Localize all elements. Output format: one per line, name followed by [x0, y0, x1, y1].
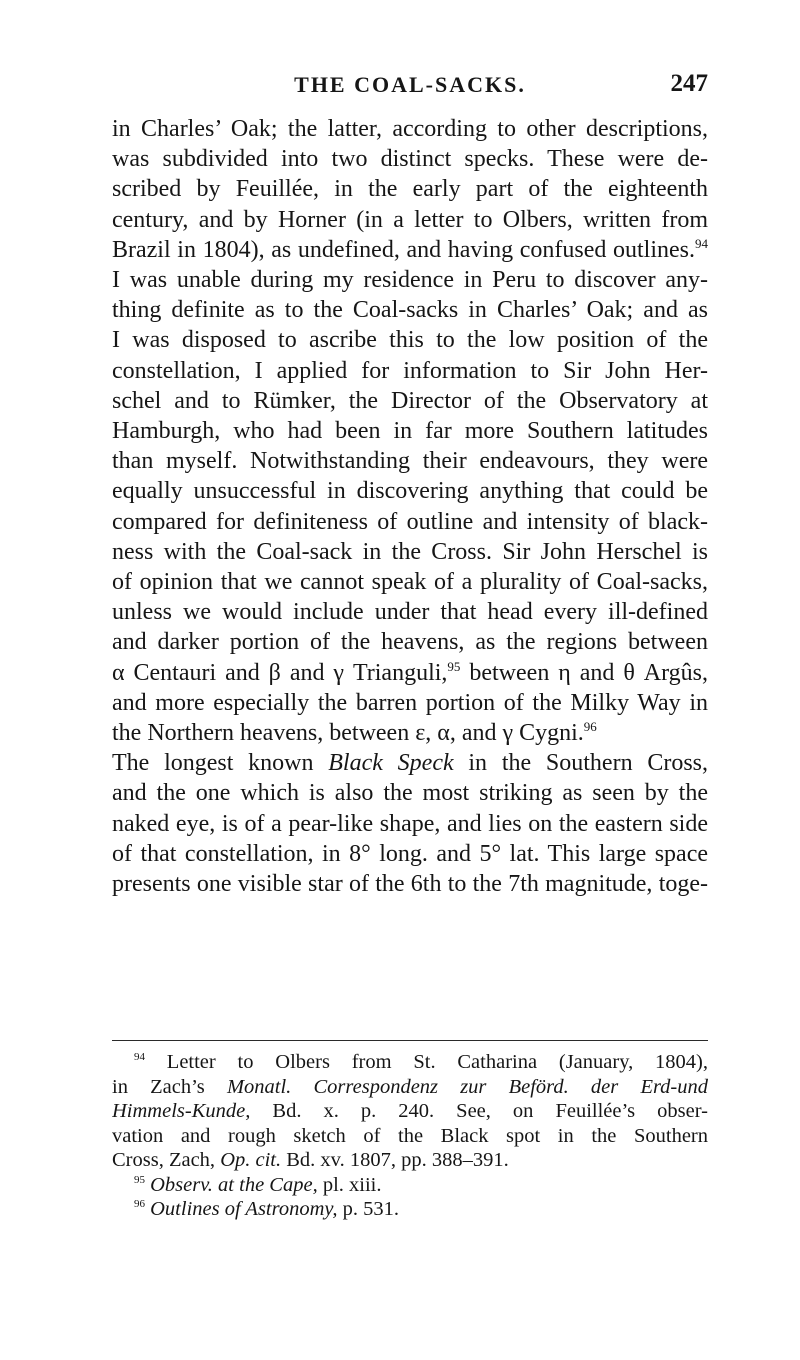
text-line: scribed by Feuillée, in the early part of the eighteenth — [112, 176, 708, 203]
text-line: compared for definiteness of outline and intensity of black- — [112, 508, 708, 535]
footnote-94-line — [112, 1075, 708, 1100]
footnote-mark: 95 — [134, 1173, 145, 1186]
footnote-text: p. 531. — [342, 1198, 399, 1220]
footnote-95 — [112, 1173, 708, 1198]
text-line: I was disposed to ascribe this to the low position of the — [112, 327, 708, 354]
text-line: constellation, I applied for information to Sir John Her- — [112, 357, 708, 384]
footnote-italic: Op. cit. — [220, 1149, 282, 1171]
footnote-94-line: vation and rough sketch of the Black spot in the Southern — [112, 1124, 708, 1147]
footnote-text: Bd. x. p. 240. See, on Feuillée’s obser- — [272, 1100, 708, 1122]
footnote-ref: 94 — [695, 235, 708, 251]
footnote-mark: 94 — [134, 1051, 145, 1063]
text-line: thing definite as to the Coal-sacks in Charles’ Oak; and as — [112, 297, 708, 324]
running-head — [112, 72, 708, 102]
text-line: Hamburgh, who had been in far more Southern latitudes — [112, 418, 708, 445]
text-line: I was unable during my residence in Peru to discover any- — [112, 267, 708, 294]
text-line: of opinion that we cannot speak of a plurality of Coal-sacks, — [112, 569, 708, 596]
footnote-94 — [112, 1050, 708, 1075]
footnote-italic: Outlines of Astronomy, — [150, 1198, 338, 1220]
text-line — [112, 748, 708, 778]
body-text — [112, 114, 708, 899]
text-line: unless we would include under that head every ill-defined — [112, 599, 708, 626]
text-line: of that constellation, in 8° long. and 5° lat. This large space — [112, 840, 708, 867]
text-line: schel and to Rümker, the Director of the Observatory at — [112, 387, 708, 414]
text-segment: between η and θ Argûs, — [469, 659, 708, 686]
text-line: naked eye, is of a pear-like shape, and lies on the eastern side — [112, 810, 708, 837]
text-line: than myself. Notwithstanding their endeavours, they were — [112, 448, 708, 475]
text-line — [112, 718, 708, 748]
text-line: in Charles’ Oak; the latter, according to other descriptions, — [112, 116, 708, 142]
footnote-text: pl. xiii. — [322, 1173, 382, 1196]
italic-term: Black Speck — [328, 750, 454, 777]
text-line: century, and by Horner (in a letter to Olbers, written from — [112, 206, 708, 233]
footnotes — [112, 1050, 708, 1222]
footnote-italic: Himmels-Kunde, — [112, 1100, 251, 1122]
text-line: and the one which is also the most striking as seen by the — [112, 780, 708, 807]
text-line — [112, 235, 708, 265]
footnote-italic: Monatl. Correspondenz zur Beförd. der Erd-und — [226, 1075, 708, 1098]
text-line: and more especially the barren portion of the Milky Way in — [112, 689, 708, 716]
text-segment: α Centauri and β and γ Trianguli, — [112, 659, 448, 686]
text-segment: in the Southern Cross, — [468, 750, 708, 777]
footnote-96 — [112, 1197, 708, 1222]
footnote-mark: 96 — [134, 1198, 145, 1210]
footnote-text: Bd. xv. 1807, pp. 388–391. — [286, 1149, 509, 1171]
text-segment: The longest known — [112, 750, 314, 777]
footnote-94-line — [112, 1099, 708, 1124]
footnote-94-line — [112, 1148, 708, 1173]
text-line: presents one visible star of the 6th to the 7th magnitude, toge- — [112, 871, 708, 898]
text-segment: the Northern heavens, between ε, α, and γ Cygni. — [112, 720, 584, 747]
footnote-text: Cross, Zach, — [112, 1149, 216, 1171]
footnote-ref: 95 — [447, 658, 461, 674]
page-number: 247 — [670, 70, 708, 97]
footnote-ref: 96 — [583, 719, 597, 735]
text-line: was subdivided into two distinct specks. These were de- — [112, 146, 708, 173]
footnote-italic: Observ. at the Cape, — [150, 1173, 318, 1196]
text-line: and darker portion of the heavens, as the regions between — [112, 629, 708, 656]
footnote-text: in Zach’s — [112, 1075, 205, 1098]
text-line: ness with the Coal-sack in the Cross. Sir John Herschel is — [112, 538, 708, 565]
text-line: equally unsuccessful in discovering anything that could be — [112, 478, 708, 505]
running-title: THE COAL-SACKS. — [294, 72, 526, 97]
footnote-text: Letter to Olbers from St. Catharina (January, 1804), — [166, 1051, 708, 1073]
text-segment: Brazil in 1804), as undefined, and having confused outlines. — [112, 236, 695, 263]
footnote-divider — [112, 1040, 708, 1041]
text-line — [112, 658, 708, 688]
